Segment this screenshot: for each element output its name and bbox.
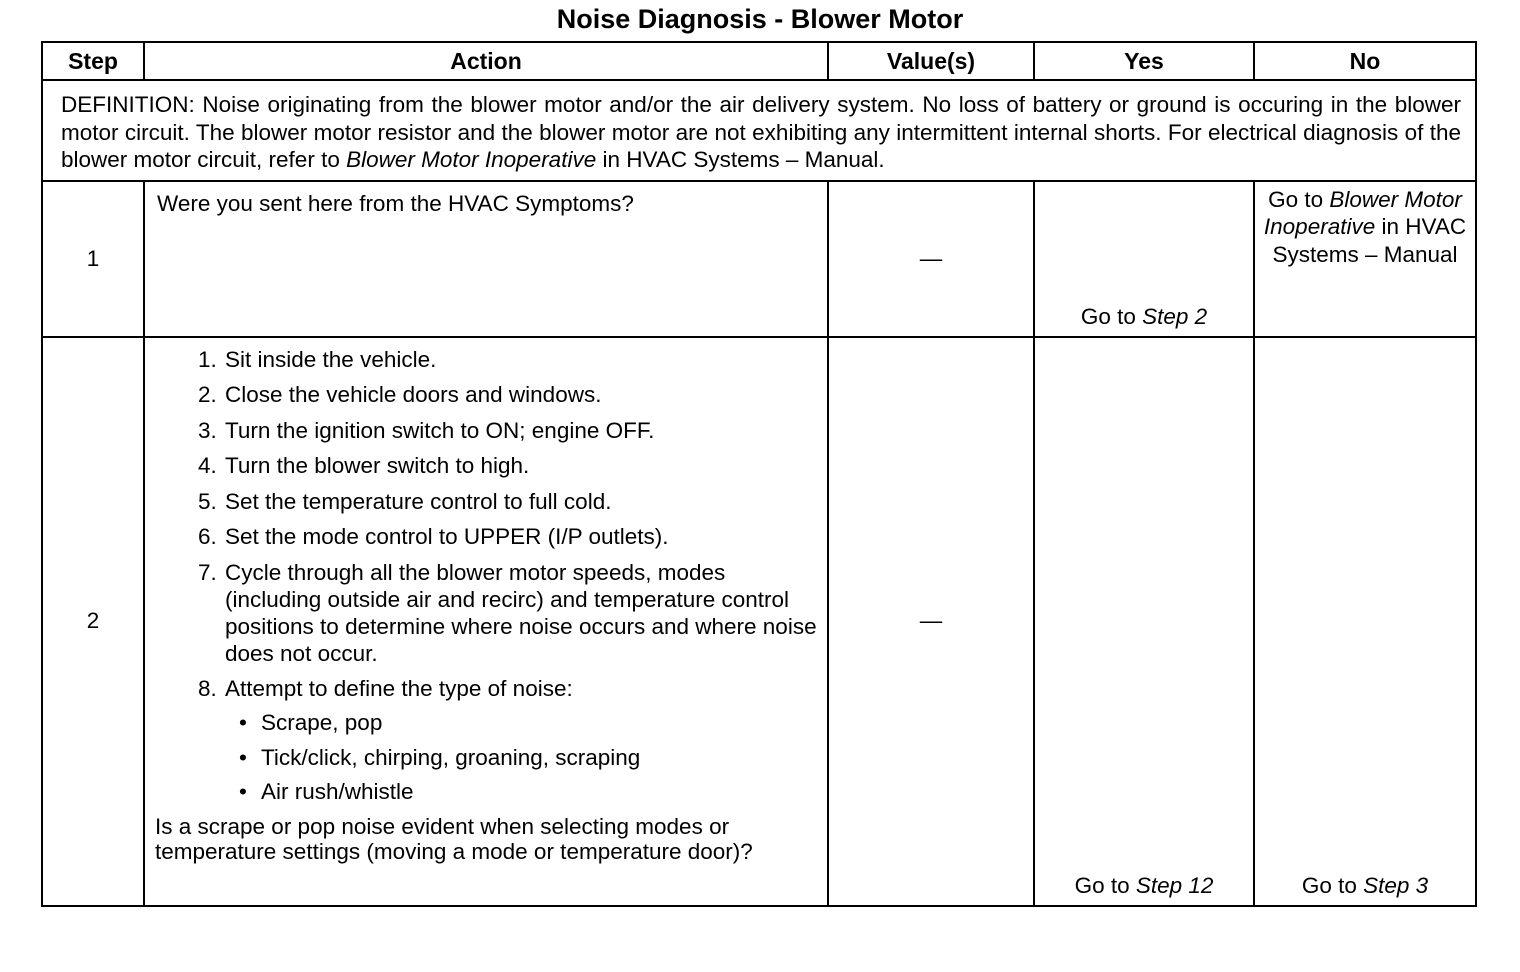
page-title: Noise Diagnosis - Blower Motor [556, 4, 964, 34]
header-values: Value(s) [828, 42, 1034, 80]
no-cell [1254, 181, 1476, 337]
action-cell [144, 337, 828, 906]
procedure-step: 1. Sit inside the vehicle. [223, 346, 817, 373]
procedure-list [155, 346, 817, 806]
no-reference: Blower Motor Inoperative [1263, 186, 1462, 239]
values-cell: — [828, 181, 1034, 337]
no-reference-suffix: in HVAC Systems – Manual [1272, 214, 1467, 267]
noise-type-item: • Scrape, pop [259, 710, 817, 736]
action-cell: Were you sent here from the HVAC Symptoms? [144, 181, 828, 337]
values-cell: — [828, 337, 1034, 906]
diagnosis-table [41, 41, 1477, 907]
definition-text: DEFINITION: Noise originating from the blower motor and/or the air delivery system. No loss of battery or ground is occuring in the blower motor circuit. The blower motor resistor and the blower motor are not exhibiting any intermittent internal shorts. For electrical diagnosis of the blower motor circuit, refer to [61, 92, 1461, 172]
no-cell [1254, 337, 1476, 906]
no-goto-text: Go to [1301, 872, 1364, 898]
definition-row [42, 80, 1476, 181]
header-yes: Yes [1034, 42, 1254, 80]
table-row [42, 337, 1476, 906]
procedure-step: 3. Turn the ignition switch to ON; engine OFF. [223, 417, 817, 444]
yes-step-reference: Step 2 [1142, 303, 1208, 329]
header-step: Step [42, 42, 144, 80]
definition-reference: Blower Motor Inoperative [346, 147, 597, 172]
no-step-reference: Step 3 [1363, 872, 1429, 898]
step-number: 2 [42, 337, 144, 906]
yes-cell [1034, 181, 1254, 337]
procedure-step: 4. Turn the blower switch to high. [223, 452, 817, 479]
step-number: 1 [42, 181, 144, 337]
definition-cell [42, 80, 1476, 181]
procedure-step: 2. Close the vehicle doors and windows. [223, 381, 817, 408]
step-question: Is a scrape or pop noise evident when selecting modes or temperature settings (moving a mode or temperature door)? [155, 813, 753, 864]
procedure-step: 5. Set the temperature control to full cold. [223, 488, 817, 515]
no-goto-text: Go to [1268, 186, 1330, 212]
header-no: No [1254, 42, 1476, 80]
yes-goto-text: Go to [1074, 872, 1136, 898]
procedure-step: 6. Set the mode control to UPPER (I/P outlets). [223, 523, 817, 550]
procedure-step: 7. Cycle through all the blower motor speeds, modes (including outside air and recirc) and temperature control positions to determine where noise occurs and where noise does not occur. [223, 559, 817, 667]
table-row [42, 181, 1476, 337]
noise-type-item: • Air rush/whistle [259, 779, 817, 805]
header-action: Action [144, 42, 828, 80]
noise-type-list [225, 710, 817, 805]
noise-type-item: • Tick/click, chirping, groaning, scraping [259, 745, 817, 771]
procedure-step-noise-type [223, 675, 817, 805]
procedure-step-text: Attempt to define the type of noise: [225, 676, 573, 701]
yes-cell [1034, 337, 1254, 906]
definition-text-end: in HVAC Systems – Manual. [596, 147, 885, 172]
table-header-row [42, 42, 1476, 80]
yes-step-reference: Step 12 [1135, 872, 1214, 898]
yes-goto-text: Go to [1080, 303, 1143, 329]
